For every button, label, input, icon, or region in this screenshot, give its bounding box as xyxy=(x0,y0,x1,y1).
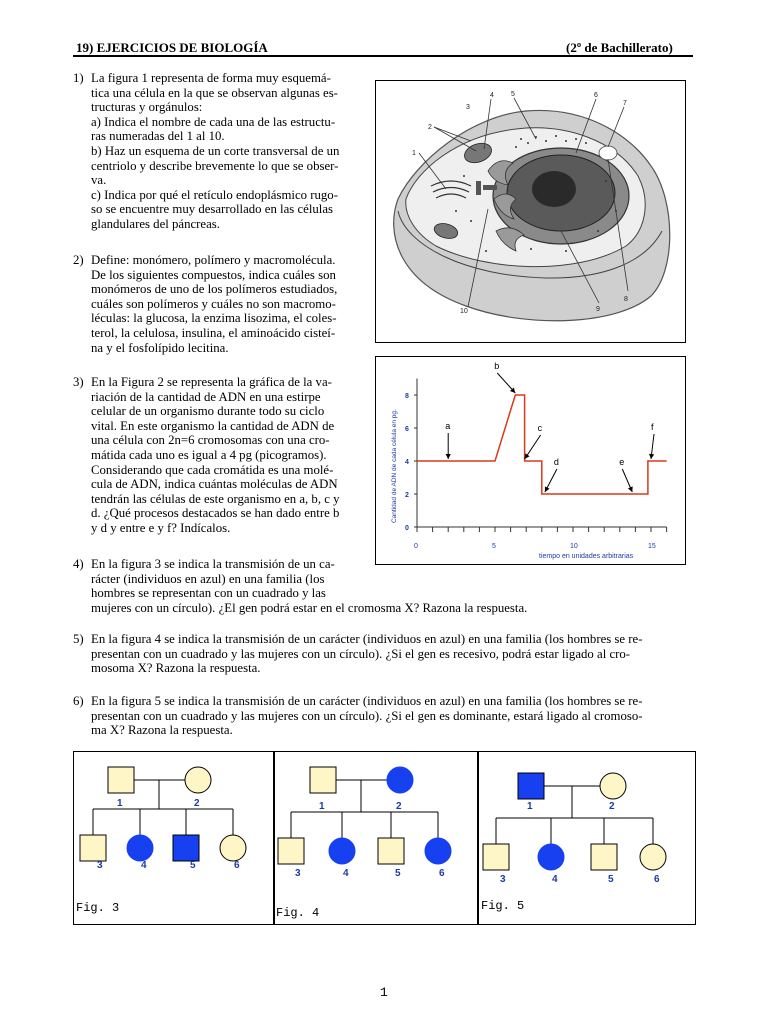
question-number: 5) xyxy=(73,632,84,646)
text-line: ras numeradas del 1 al 10. xyxy=(91,129,225,144)
text-line: presentan con un cuadrado y las mujeres con un círculo). ¿Si el gen es recesivo, podrá estar ligado al cro- xyxy=(91,646,631,661)
text-line: En la Figura 2 se representa la gráfica de la va- xyxy=(91,375,332,389)
text-line: y d y entre e y f? Indícalos. xyxy=(91,520,231,535)
text-line: La figura 1 representa de forma muy esquemá- xyxy=(91,71,331,85)
text-line: monómeros de uno de los polímeros estudiados, xyxy=(91,282,338,297)
female-circle xyxy=(538,844,564,870)
dna-chart xyxy=(376,357,685,564)
pedigree-fig-4 xyxy=(278,767,451,879)
text-line: léculas: la glucosa, la enzima lisozima, el coles- xyxy=(91,311,337,326)
y-tick-label: 2 xyxy=(405,492,409,499)
question-number: 1) xyxy=(73,71,84,85)
male-square xyxy=(108,767,134,793)
text-line: terol, la celulosa, insulina, el aminoácido cisteí- xyxy=(91,325,336,340)
individual-label: 3 xyxy=(97,860,103,871)
individual-label: 5 xyxy=(395,868,401,879)
cell-diagram xyxy=(376,81,685,342)
text-line: tructuras y orgánulos: xyxy=(91,100,203,115)
question-1 xyxy=(73,71,365,232)
pedigree-figures xyxy=(73,751,696,925)
y-tick-label: 6 xyxy=(405,426,409,433)
male-square xyxy=(80,835,106,861)
individual-label: 6 xyxy=(234,860,240,871)
text-line: glandulares del páncreas. xyxy=(91,216,220,231)
annotation-label-e: e xyxy=(619,457,625,467)
y-axis-label: Cantidad de ADN de cada célula en pg. xyxy=(391,409,398,523)
text-line: ma X? Razona la respuesta. xyxy=(91,723,233,738)
individual-label: 4 xyxy=(343,868,349,879)
individual-label: 1 xyxy=(527,801,533,812)
header-rule xyxy=(73,55,693,57)
annotation-label-a: a xyxy=(445,421,451,431)
male-square xyxy=(278,838,304,864)
text-line: Define: monómero, polímero y macromolécula. xyxy=(91,253,336,267)
figure-1-cell xyxy=(375,80,686,343)
male-square xyxy=(518,773,544,799)
question-number: 4) xyxy=(73,557,84,571)
individual-label: 2 xyxy=(609,801,615,812)
text-line: presentan con un cuadrado y las mujeres con un círculo). ¿Si el gen es dominante, estará ligado al cromoso- xyxy=(91,708,643,723)
vacuole xyxy=(599,146,617,160)
individual-label: 5 xyxy=(608,874,614,885)
text-line: una célula con 2n=6 cromosomas con una cro- xyxy=(91,433,330,448)
text-line: hombres se representan con un cuadrado y las xyxy=(91,586,326,601)
question-number: 6) xyxy=(73,694,84,708)
figure-3-caption: Fig. 3 xyxy=(76,901,120,915)
text-line: na y el fosfolípido lecitina. xyxy=(91,340,229,355)
individual-label: 5 xyxy=(190,860,196,871)
pedigree-fig-3 xyxy=(80,767,246,871)
annotation-label-c: c xyxy=(537,423,543,433)
text-line: tendrán las células de este organismo en a, b, c y xyxy=(91,491,340,506)
annotation-label-f: f xyxy=(651,422,654,432)
text-line: celular de un organismo durante todo su ciclo xyxy=(91,404,325,419)
question-4 xyxy=(73,557,365,601)
text-line: riación de la cantidad de ADN en una estirpe xyxy=(91,389,321,404)
text-line: En la figura 3 se indica la transmisión de un ca- xyxy=(91,557,335,571)
text-line: cula de ADN, indica cuántas moléculas de ADN xyxy=(91,477,338,492)
figure-1-label: 3 xyxy=(466,104,470,111)
figure-1-label: 6 xyxy=(594,92,598,99)
individual-label: 6 xyxy=(439,868,445,879)
pedigree-fig-5 xyxy=(483,773,666,885)
question-5 xyxy=(73,632,697,676)
text-line: De los siguientes compuestos, indica cuáles son xyxy=(91,267,336,282)
figure-1-label: 8 xyxy=(624,296,628,303)
dna-series-line xyxy=(417,395,667,494)
individual-label: 3 xyxy=(295,868,301,879)
female-circle xyxy=(220,835,246,861)
individual-label: 4 xyxy=(552,874,558,885)
male-square xyxy=(483,844,509,870)
text-line: c) Indica por qué el retículo endoplásmico rugo- xyxy=(91,187,338,202)
question-6 xyxy=(73,694,697,738)
nucleolus xyxy=(532,171,576,207)
female-circle xyxy=(185,767,211,793)
text-line: so se encuentre muy desarrollado en las células xyxy=(91,202,333,217)
x-tick-label: 0 xyxy=(414,543,418,550)
question-4-last-line: mujeres con un círculo). ¿El gen podrá estar en el cromosma X? Razona la respuesta. xyxy=(91,601,528,615)
question-number: 2) xyxy=(73,253,84,267)
text-line: centriolo y describe brevemente lo que se obser- xyxy=(91,158,339,173)
figure-4-caption: Fig. 4 xyxy=(276,906,320,920)
y-tick-label: 0 xyxy=(405,525,409,532)
text-line: rácter (individuos en azul) en una familia (los xyxy=(91,571,325,586)
header-title: 19) EJERCICIOS DE BIOLOGÍA xyxy=(76,40,268,55)
text-line: b) Haz un esquema de un corte transversal de un xyxy=(91,143,340,158)
question-2 xyxy=(73,253,365,355)
x-tick-label: 5 xyxy=(492,543,496,550)
annotation-arrowhead xyxy=(525,453,530,459)
y-tick-label: 4 xyxy=(405,459,409,466)
text-line: d. ¿Qué procesos destacados se han dado entre b xyxy=(91,506,340,521)
annotation-label-d: d xyxy=(553,457,559,467)
individual-label: 3 xyxy=(500,874,506,885)
figure-5-caption: Fig. 5 xyxy=(481,899,525,913)
female-circle xyxy=(640,844,666,870)
female-circle xyxy=(425,838,451,864)
individual-label: 2 xyxy=(396,801,402,812)
x-tick-label: 15 xyxy=(648,543,656,550)
text-line: En la figura 5 se indica la transmisión de un carácter (individuos en azul) en una familia (los hombres se re- xyxy=(91,694,643,708)
text-line: mosoma X? Razona la respuesta. xyxy=(91,661,261,676)
figure-1-label: 7 xyxy=(623,100,627,107)
text-line: mátida cada uno es igual a 4 pg (picogramos). xyxy=(91,447,327,462)
question-number: 3) xyxy=(73,375,84,389)
text-line: tica una célula en la que se observan algunas es- xyxy=(91,85,338,100)
figure-1-label: 9 xyxy=(596,306,600,313)
figure-1-label: 5 xyxy=(511,91,515,98)
page-number: 1 xyxy=(380,985,388,1000)
figure-2-chart xyxy=(375,356,686,565)
text-line: va. xyxy=(91,173,107,188)
individual-label: 2 xyxy=(194,798,200,809)
individual-label: 1 xyxy=(117,798,123,809)
figure-1-label: 10 xyxy=(460,308,468,315)
male-square xyxy=(310,767,336,793)
centriole xyxy=(476,181,481,195)
female-circle xyxy=(387,767,413,793)
y-tick-label: 8 xyxy=(405,393,409,400)
male-square xyxy=(173,835,199,861)
figure-1-label: 2 xyxy=(428,124,432,131)
figure-1-label: 4 xyxy=(490,92,494,99)
text-line: vital. En este organismo la cantidad de ADN de xyxy=(91,418,335,433)
text-line: a) Indica el nombre de cada una de las estructu- xyxy=(91,114,336,129)
individual-label: 1 xyxy=(319,801,325,812)
text-line: En la figura 4 se indica la transmisión de un carácter (individuos en azul) en una familia (los hombres se re- xyxy=(91,632,643,646)
female-circle xyxy=(329,838,355,864)
annotation-label-b: b xyxy=(494,361,500,371)
male-square xyxy=(591,844,617,870)
male-square xyxy=(378,838,404,864)
text-line: cuáles son polímeros y cuáles no son macromo- xyxy=(91,296,336,311)
female-circle xyxy=(127,835,153,861)
individual-label: 6 xyxy=(654,874,660,885)
annotation-arrowhead xyxy=(446,454,451,459)
individual-label: 4 xyxy=(141,860,147,871)
x-tick-label: 10 xyxy=(570,543,578,550)
x-axis-label: tiempo en unidades arbitrarias xyxy=(539,553,634,560)
question-3 xyxy=(73,375,365,536)
header-course: (2º de Bachillerato) xyxy=(566,40,673,55)
figure-1-label: 1 xyxy=(412,150,416,157)
female-circle xyxy=(600,773,626,799)
text-line: Considerando que cada cromátida es una molé- xyxy=(91,462,334,477)
